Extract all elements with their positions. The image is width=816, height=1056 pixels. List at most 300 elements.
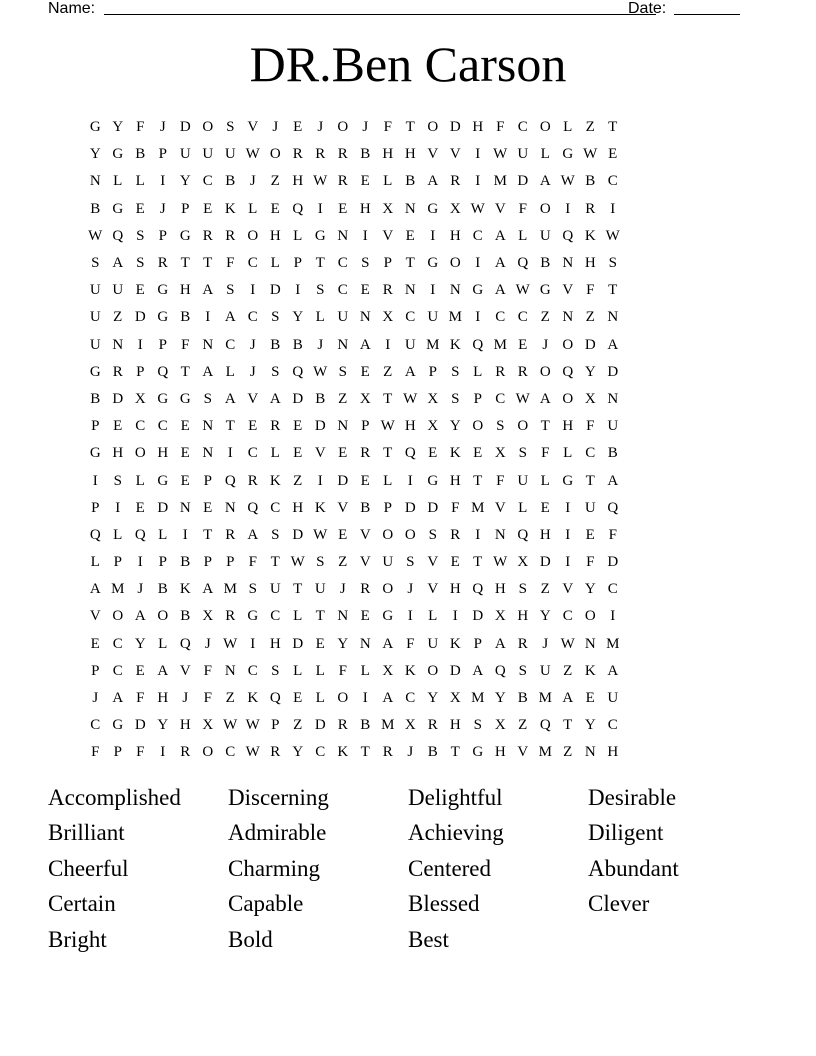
grid-letter: V — [494, 200, 506, 217]
grid-letter: U — [314, 581, 326, 598]
grid-letter: E — [585, 526, 595, 543]
grid-letter: Q — [404, 445, 416, 462]
grid-letter: Y — [337, 635, 349, 652]
grid-letter: B — [540, 255, 551, 272]
grid-letter: L — [270, 445, 280, 462]
grid-letter: L — [293, 227, 303, 244]
grid-letter: K — [449, 336, 461, 353]
grid-letter: I — [475, 146, 481, 163]
grid-letter: Q — [292, 363, 304, 380]
grid-letter: E — [135, 499, 145, 516]
grid-letter: Y — [449, 418, 461, 435]
grid-letter: H — [494, 581, 506, 598]
grid-letter: C — [90, 717, 101, 734]
grid-letter: M — [493, 336, 507, 353]
grid-row — [84, 467, 736, 494]
grid-letter: I — [160, 173, 166, 190]
grid-letter: F — [136, 690, 145, 707]
grid-letter: Z — [293, 472, 303, 489]
grid-letter: E — [315, 635, 325, 652]
grid-letter: C — [270, 608, 281, 625]
grid-letter: V — [562, 581, 574, 598]
grid-letter: R — [517, 635, 528, 652]
grid-letter: E — [135, 200, 145, 217]
grid-letter: U — [427, 309, 439, 326]
grid-letter: A — [89, 581, 101, 598]
grid-letter: R — [337, 146, 348, 163]
grid-letter: R — [382, 282, 393, 299]
grid-letter: A — [404, 363, 416, 380]
grid-letter: B — [180, 554, 191, 571]
grid-letter: C — [337, 255, 348, 272]
grid-letter: H — [607, 744, 619, 761]
grid-letter: Y — [292, 744, 304, 761]
grid-letter: C — [405, 309, 416, 326]
grid-letter: N — [562, 309, 574, 326]
grid-letter: P — [158, 146, 167, 163]
grid-letter: A — [494, 635, 506, 652]
grid-letter: O — [382, 581, 394, 598]
grid-letter: T — [405, 255, 415, 272]
grid-letter: X — [517, 554, 529, 571]
word-bank-item: Delightful — [408, 784, 503, 810]
grid-letter: T — [383, 445, 393, 462]
grid-letter: L — [315, 690, 325, 707]
grid-letter: R — [450, 173, 461, 190]
grid-letter: O — [247, 227, 259, 244]
grid-letter: Z — [585, 119, 595, 136]
grid-letter: D — [584, 336, 596, 353]
grid-letter: O — [157, 608, 169, 625]
grid-row — [84, 304, 736, 331]
grid-letter: W — [223, 717, 238, 734]
grid-letter: W — [403, 390, 418, 407]
grid-letter: D — [449, 119, 461, 136]
grid-letter: D — [269, 282, 281, 299]
grid-letter: G — [157, 472, 169, 489]
grid-letter: A — [382, 635, 394, 652]
grid-letter: H — [584, 255, 596, 272]
grid-letter: O — [202, 119, 214, 136]
grid-letter: N — [449, 282, 461, 299]
grid-letter: O — [539, 119, 551, 136]
grid-letter: V — [337, 499, 349, 516]
grid-letter: M — [381, 717, 395, 734]
grid-letter: V — [314, 445, 326, 462]
word-row — [48, 780, 768, 816]
grid-letter: Q — [607, 499, 619, 516]
grid-letter: S — [338, 363, 347, 380]
grid-row — [84, 168, 736, 195]
grid-row — [84, 576, 736, 603]
grid-letter: I — [407, 608, 413, 625]
grid-letter: E — [405, 227, 415, 244]
grid-letter: B — [315, 390, 326, 407]
grid-letter: R — [270, 418, 281, 435]
grid-letter: E — [338, 445, 348, 462]
grid-letter: O — [427, 662, 439, 679]
date-field-line[interactable] — [674, 14, 740, 15]
grid-letter: I — [137, 336, 143, 353]
grid-letter: N — [202, 336, 214, 353]
grid-letter: I — [407, 472, 413, 489]
grid-letter: J — [249, 173, 256, 190]
word-bank-item: Diligent — [588, 820, 664, 846]
grid-letter: E — [113, 418, 123, 435]
grid-letter: J — [362, 119, 369, 136]
grid-letter: I — [610, 608, 616, 625]
grid-letter: R — [337, 717, 348, 734]
grid-letter: W — [245, 717, 260, 734]
grid-letter: C — [607, 717, 618, 734]
grid-letter: E — [428, 445, 438, 462]
grid-letter: X — [427, 418, 439, 435]
grid-letter: Q — [562, 363, 574, 380]
word-bank-item: Cheerful — [48, 855, 129, 881]
grid-letter: J — [542, 336, 549, 353]
grid-letter: O — [584, 608, 596, 625]
grid-letter: S — [136, 255, 145, 272]
grid-letter: C — [607, 581, 618, 598]
grid-letter: G — [562, 472, 574, 489]
grid-letter: C — [157, 418, 168, 435]
grid-letter: H — [404, 146, 416, 163]
grid-letter: R — [112, 363, 123, 380]
grid-letter: B — [90, 200, 101, 217]
grid-letter: Q — [157, 363, 169, 380]
grid-letter: D — [157, 499, 169, 516]
grid-letter: T — [585, 472, 595, 489]
grid-letter: X — [382, 662, 394, 679]
grid-letter: D — [427, 499, 439, 516]
grid-letter: L — [360, 662, 370, 679]
grid-letter: L — [518, 227, 528, 244]
grid-letter: W — [560, 173, 575, 190]
grid-letter: O — [449, 255, 461, 272]
grid-letter: B — [270, 336, 281, 353]
grid-letter: W — [605, 227, 620, 244]
grid-row — [84, 712, 736, 739]
grid-letter: B — [405, 173, 416, 190]
grid-letter: T — [180, 363, 190, 380]
grid-letter: H — [494, 744, 506, 761]
grid-letter: R — [360, 445, 371, 462]
grid-letter: R — [270, 744, 281, 761]
grid-letter: N — [494, 526, 506, 543]
grid-letter: I — [475, 309, 481, 326]
grid-letter: E — [135, 282, 145, 299]
grid-letter: U — [89, 282, 101, 299]
grid-letter: J — [159, 119, 166, 136]
grid-letter: E — [473, 445, 483, 462]
grid-letter: E — [293, 119, 303, 136]
grid-letter: I — [362, 690, 368, 707]
grid-letter: B — [90, 390, 101, 407]
word-bank-item: Bright — [48, 926, 107, 952]
grid-letter: C — [607, 173, 618, 190]
grid-letter: G — [247, 608, 259, 625]
grid-letter: N — [337, 608, 349, 625]
grid-letter: D — [449, 662, 461, 679]
grid-letter: J — [407, 744, 414, 761]
grid-letter: F — [586, 554, 595, 571]
grid-letter: P — [91, 499, 100, 516]
grid-letter: J — [317, 336, 324, 353]
grid-letter: B — [225, 173, 236, 190]
grid-row — [84, 603, 736, 630]
grid-letter: W — [560, 635, 575, 652]
word-bank-item: Certain — [48, 891, 116, 917]
grid-letter: B — [180, 608, 191, 625]
grid-letter: J — [272, 119, 279, 136]
grid-letter: A — [247, 526, 259, 543]
grid-letter: O — [427, 119, 439, 136]
grid-letter: N — [584, 744, 596, 761]
grid-letter: A — [562, 690, 574, 707]
grid-letter: I — [250, 282, 256, 299]
grid-letter: Z — [225, 690, 235, 707]
grid-letter: J — [92, 690, 99, 707]
grid-letter: Q — [539, 717, 551, 734]
page-title: DR.Ben Carson — [249, 36, 567, 92]
grid-letter: C — [585, 445, 596, 462]
grid-letter: C — [517, 309, 528, 326]
grid-letter: E — [518, 336, 528, 353]
grid-letter: H — [404, 418, 416, 435]
grid-letter: E — [90, 635, 100, 652]
grid-letter: S — [91, 255, 100, 272]
grid-letter: R — [225, 227, 236, 244]
grid-letter: J — [542, 635, 549, 652]
grid-letter: I — [250, 635, 256, 652]
grid-letter: X — [202, 717, 214, 734]
grid-letter: E — [608, 146, 618, 163]
grid-letter: F — [586, 418, 595, 435]
grid-row — [84, 495, 736, 522]
grid-letter: B — [607, 445, 618, 462]
grid-letter: B — [360, 146, 371, 163]
grid-letter: C — [247, 445, 258, 462]
grid-letter: Z — [585, 309, 595, 326]
grid-letter: L — [158, 635, 168, 652]
grid-letter: G — [472, 744, 484, 761]
grid-letter: J — [407, 581, 414, 598]
grid-letter: R — [202, 227, 213, 244]
grid-letter: N — [584, 635, 596, 652]
grid-row — [84, 549, 736, 576]
grid-letter: I — [205, 309, 211, 326]
grid-letter: P — [181, 200, 190, 217]
grid-letter: O — [562, 390, 574, 407]
grid-letter: H — [179, 282, 191, 299]
grid-row — [84, 359, 736, 386]
grid-letter: I — [565, 499, 571, 516]
grid-letter: L — [90, 554, 100, 571]
grid-letter: C — [202, 173, 213, 190]
grid-letter: H — [517, 608, 529, 625]
grid-letter: R — [292, 146, 303, 163]
grid-letter: Q — [562, 227, 574, 244]
grid-letter: S — [428, 526, 437, 543]
grid-letter: X — [427, 390, 439, 407]
grid-letter: C — [517, 119, 528, 136]
grid-letter: L — [135, 173, 145, 190]
grid-letter: H — [382, 146, 394, 163]
grid-letter: O — [134, 445, 146, 462]
grid-letter: G — [427, 200, 439, 217]
grid-letter: L — [540, 472, 550, 489]
grid-letter: A — [112, 255, 124, 272]
grid-letter: X — [449, 200, 461, 217]
grid-letter: T — [608, 119, 618, 136]
grid-letter: U — [382, 554, 394, 571]
grid-letter: X — [382, 309, 394, 326]
grid-letter: E — [270, 200, 280, 217]
name-field-line[interactable] — [104, 14, 656, 15]
grid-letter: P — [203, 472, 212, 489]
grid-letter: X — [449, 690, 461, 707]
grid-letter: S — [518, 662, 527, 679]
grid-letter: V — [427, 581, 439, 598]
grid-letter: S — [316, 282, 325, 299]
grid-letter: A — [494, 255, 506, 272]
grid-letter: O — [539, 363, 551, 380]
grid-letter: I — [430, 227, 436, 244]
grid-letter: I — [385, 336, 391, 353]
grid-letter: W — [313, 173, 328, 190]
grid-letter: V — [359, 526, 371, 543]
grid-letter: B — [292, 336, 303, 353]
grid-letter: U — [179, 146, 191, 163]
grid-letter: T — [203, 526, 213, 543]
grid-letter: S — [271, 309, 280, 326]
grid-letter: B — [135, 146, 146, 163]
grid-letter: F — [383, 119, 392, 136]
grid-letter: N — [224, 499, 236, 516]
word-bank-item: Admirable — [228, 820, 327, 846]
grid-letter: W — [380, 418, 395, 435]
grid-letter: P — [383, 499, 392, 516]
grid-letter: Z — [540, 581, 550, 598]
grid-letter: K — [247, 690, 259, 707]
grid-row — [84, 631, 736, 658]
grid-letter: Z — [338, 390, 348, 407]
grid-letter: F — [541, 445, 550, 462]
grid-letter: R — [450, 526, 461, 543]
grid-letter: P — [113, 554, 122, 571]
grid-letter: X — [134, 390, 146, 407]
grid-letter: U — [539, 662, 551, 679]
grid-letter: C — [135, 418, 146, 435]
grid-letter: C — [472, 227, 483, 244]
grid-letter: C — [405, 690, 416, 707]
grid-letter: P — [136, 363, 145, 380]
grid-letter: B — [360, 499, 371, 516]
grid-letter: L — [473, 363, 483, 380]
grid-letter: L — [113, 173, 123, 190]
grid-letter: A — [607, 336, 619, 353]
grid-letter: Q — [89, 526, 101, 543]
grid-letter: S — [226, 282, 235, 299]
grid-letter: H — [292, 499, 304, 516]
word-bank-item: Brilliant — [48, 820, 125, 846]
grid-letter: V — [179, 662, 191, 679]
grid-letter: P — [203, 554, 212, 571]
grid-row — [84, 332, 736, 359]
word-bank — [48, 780, 768, 958]
grid-letter: W — [88, 227, 103, 244]
grid-letter: P — [473, 390, 482, 407]
grid-letter: A — [607, 662, 619, 679]
grid-letter: A — [472, 662, 484, 679]
grid-letter: Q — [112, 227, 124, 244]
grid-letter: J — [317, 119, 324, 136]
grid-letter: O — [202, 744, 214, 761]
word-row — [48, 816, 768, 852]
grid-letter: A — [112, 690, 124, 707]
grid-letter: F — [586, 282, 595, 299]
grid-letter: K — [449, 445, 461, 462]
grid-row — [84, 386, 736, 413]
grid-letter: R — [585, 200, 596, 217]
grid-letter: N — [337, 227, 349, 244]
grid-letter: C — [495, 390, 506, 407]
grid-letter: S — [518, 581, 527, 598]
grid-letter: D — [607, 363, 619, 380]
grid-letter: G — [89, 363, 101, 380]
grid-letter: Z — [563, 662, 573, 679]
grid-letter: I — [317, 200, 323, 217]
grid-letter: I — [565, 554, 571, 571]
grid-letter: G — [179, 390, 191, 407]
grid-letter: Y — [292, 309, 304, 326]
grid-letter: E — [135, 662, 145, 679]
grid-letter: W — [313, 526, 328, 543]
grid-letter: J — [339, 581, 346, 598]
grid-letter: R — [427, 717, 438, 734]
grid-letter: A — [494, 227, 506, 244]
grid-letter: U — [584, 499, 596, 516]
grid-letter: F — [91, 744, 100, 761]
grid-letter: F — [181, 336, 190, 353]
grid-letter: G — [112, 146, 124, 163]
grid-letter: P — [158, 554, 167, 571]
grid-letter: A — [382, 690, 394, 707]
grid-letter: Y — [427, 690, 439, 707]
grid-letter: X — [494, 445, 506, 462]
grid-letter: S — [248, 581, 257, 598]
grid-letter: I — [475, 255, 481, 272]
word-row — [48, 887, 768, 923]
grid-letter: U — [112, 282, 124, 299]
grid-letter: H — [112, 445, 124, 462]
grid-row — [84, 141, 736, 168]
grid-letter: H — [449, 717, 461, 734]
grid-letter: G — [89, 445, 101, 462]
grid-letter: M — [493, 173, 507, 190]
grid-letter: P — [113, 744, 122, 761]
grid-letter: G — [562, 146, 574, 163]
grid-letter: T — [405, 119, 415, 136]
grid-letter: I — [227, 445, 233, 462]
grid-letter: Q — [179, 635, 191, 652]
grid-letter: U — [89, 336, 101, 353]
grid-letter: G — [179, 227, 191, 244]
grid-letter: A — [202, 581, 214, 598]
grid-letter: N — [404, 200, 416, 217]
letter-grid — [84, 114, 736, 767]
grid-letter: S — [316, 554, 325, 571]
